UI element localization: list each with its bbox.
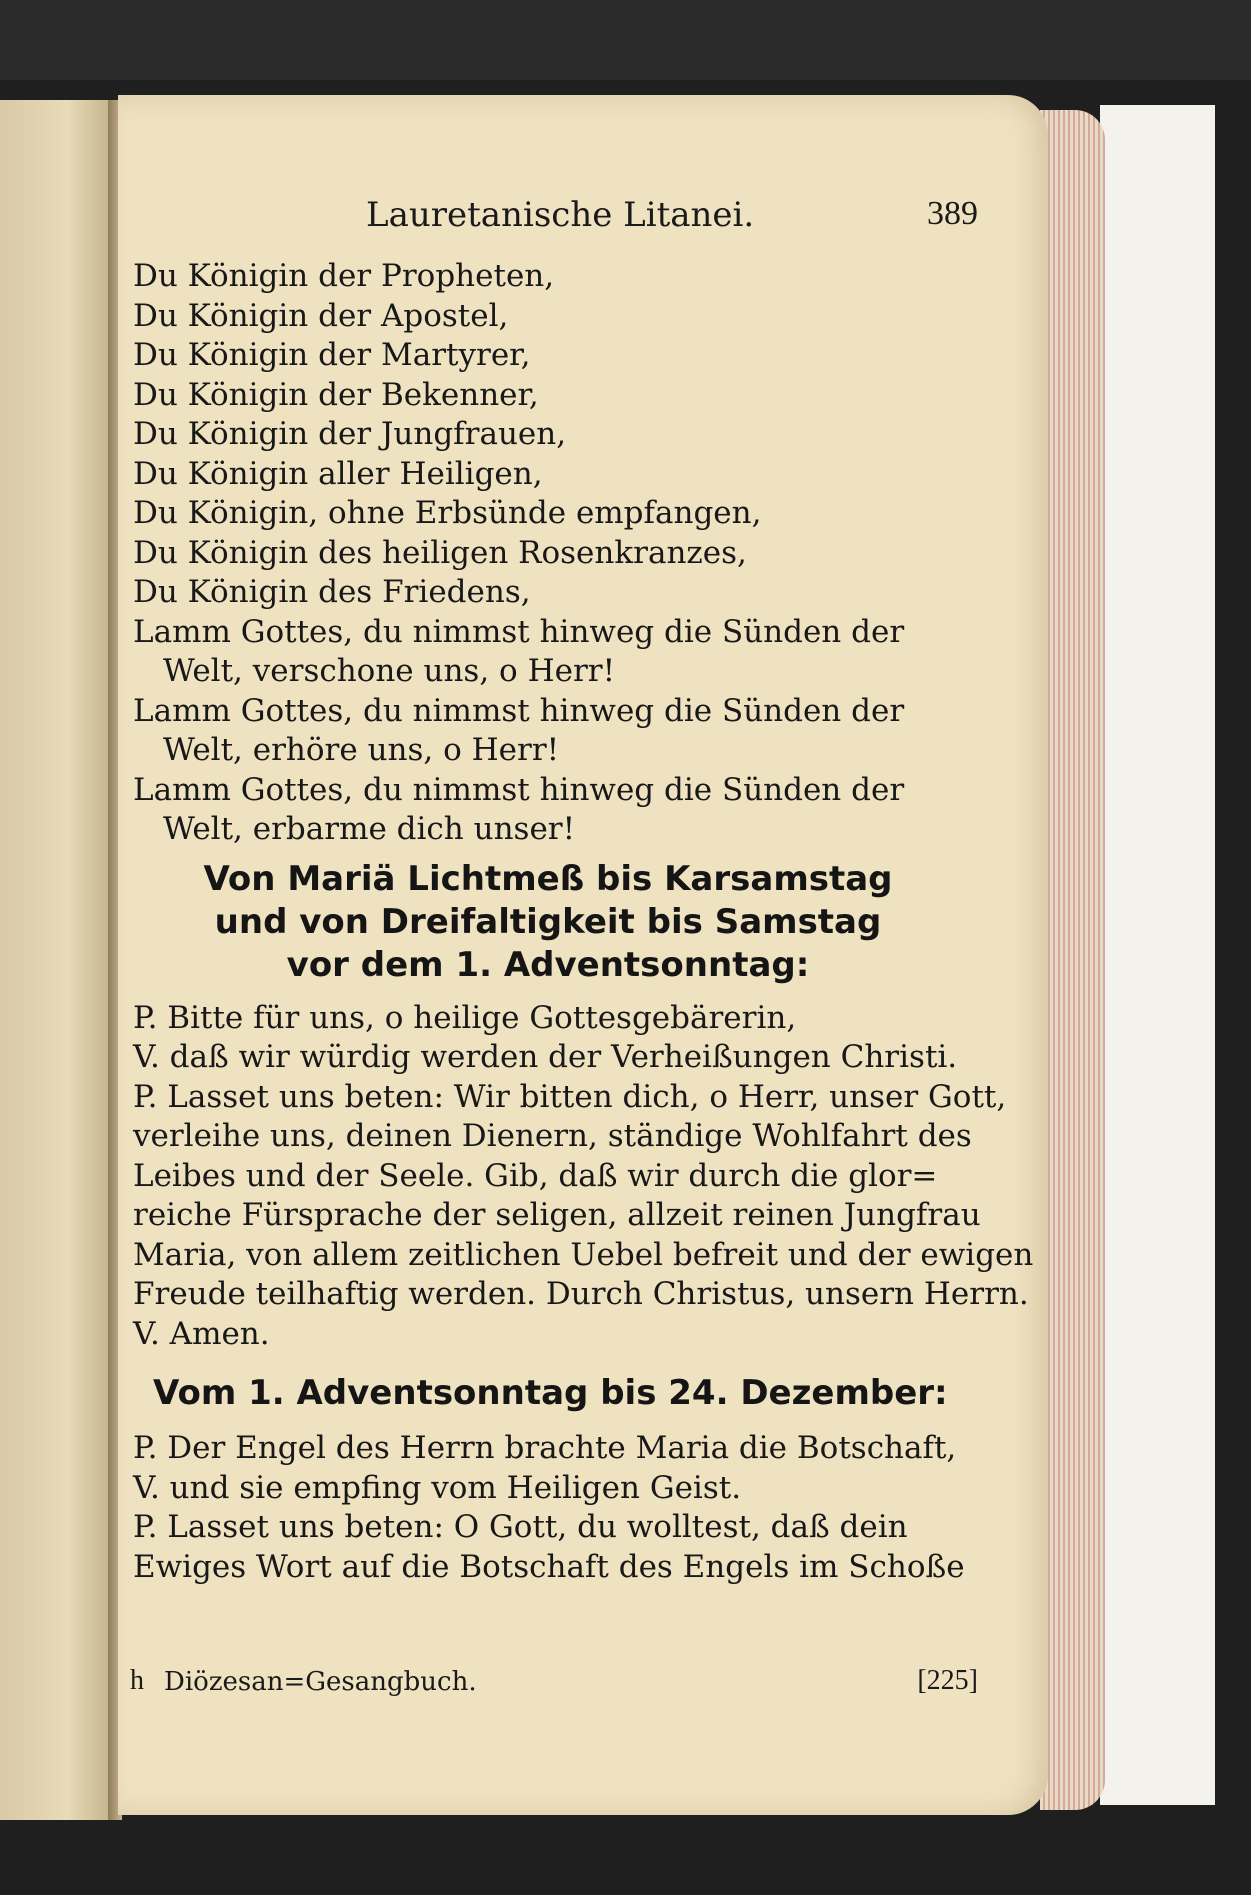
litany-list xyxy=(133,257,963,613)
litany-line: Du Königin, ohne Erbsünde empfangen, xyxy=(133,495,762,531)
litany-line: Du Königin des Friedens, xyxy=(133,574,531,610)
page-edges xyxy=(1040,110,1105,1810)
heading-line: und von Dreifaltigkeit bis Samstag xyxy=(214,901,882,942)
heading-line: vor dem 1. Adventsonntag: xyxy=(286,944,810,985)
page-footer xyxy=(130,1665,978,1705)
prayer-line: P. Lasset uns beten: O Gott, du wolltest, daß dein xyxy=(133,1509,908,1545)
lamb-line: Lamm Gottes, du nimmst hinweg die Sünden der xyxy=(133,771,905,808)
litany-line: Du Königin aller Heiligen, xyxy=(133,455,543,492)
litany-line: Du Königin der Jungfrauen, xyxy=(133,416,567,452)
signature-mark: h xyxy=(130,1665,144,1696)
prayer-line: V. und sie empfing vom Heiligen Geist. xyxy=(133,1469,742,1506)
prayer-line: Leibes und der Seele. Gib, daß wir durch die glor= xyxy=(133,1157,938,1194)
section-heading-advent: Vom 1. Adventsonntag bis 24. Dezember: xyxy=(153,1373,948,1413)
litany-line: Du Königin der Propheten, xyxy=(133,258,555,294)
heading-line: Von Mariä Lichtmeß bis Karsamstag xyxy=(203,858,893,899)
previous-page-edge xyxy=(0,100,112,1820)
lamb-response: Welt, erhöre uns, o Herr! xyxy=(163,732,560,768)
prayer-line: reiche Fürsprache der seligen, allzeit reinen Jungfrau xyxy=(133,1197,981,1233)
litany-line: Du Königin der Martyrer, xyxy=(133,337,531,373)
prayer-line: verleihe uns, deinen Dienern, ständige Wohlfahrt des xyxy=(133,1118,972,1154)
background-paper xyxy=(1100,105,1215,1805)
litany-line: Du Königin der Bekenner, xyxy=(133,376,539,413)
agnus-dei xyxy=(133,613,963,850)
sheet-number: [225] xyxy=(917,1665,978,1696)
prayer-line: P. Bitte für uns, o heilige Gottesgebärerin, xyxy=(133,999,797,1036)
litany-line: Du Königin des heiligen Rosenkranzes, xyxy=(133,534,747,571)
lamb-response: Welt, erbarme dich unser! xyxy=(163,811,576,847)
section1-prayer xyxy=(133,999,1034,1355)
section2-prayer xyxy=(133,1429,963,1587)
prayer-line: V. Amen. xyxy=(133,1315,270,1352)
running-head xyxy=(118,195,1048,245)
running-title: Lauretanische Litanei. xyxy=(366,195,755,235)
litany-line: Du Königin der Apostel, xyxy=(133,297,509,334)
page-body xyxy=(133,257,1034,1587)
lamb-line: Lamm Gottes, du nimmst hinweg die Sünden der xyxy=(133,692,905,729)
footer-book-title: Diözesan=Gesangbuch. xyxy=(164,1667,477,1697)
lamb-line: Lamm Gottes, du nimmst hinweg die Sünden der xyxy=(133,613,905,650)
prayer-line: P. Der Engel des Herrn brachte Maria die Botschaft, xyxy=(133,1430,957,1466)
prayer-line: V. daß wir würdig werden der Verheißungen Christi. xyxy=(133,1039,958,1075)
page-number: 389 xyxy=(927,195,978,232)
prayer-line: P. Lasset uns beten: Wir bitten dich, o Herr, unser Gott, xyxy=(133,1078,1007,1115)
prayer-line: Maria, von allem zeitlichen Uebel befreit und der ewigen xyxy=(133,1236,1034,1273)
prayer-line: Ewiges Wort auf die Botschaft des Engels im Schoße xyxy=(133,1548,965,1585)
lamb-response: Welt, verschone uns, o Herr! xyxy=(163,653,616,689)
prayer-line: Freude teilhaftig werden. Durch Christus, unsern Herrn. xyxy=(133,1276,1029,1312)
section-heading-lichtmess xyxy=(133,858,963,987)
book-page xyxy=(118,95,1048,1815)
